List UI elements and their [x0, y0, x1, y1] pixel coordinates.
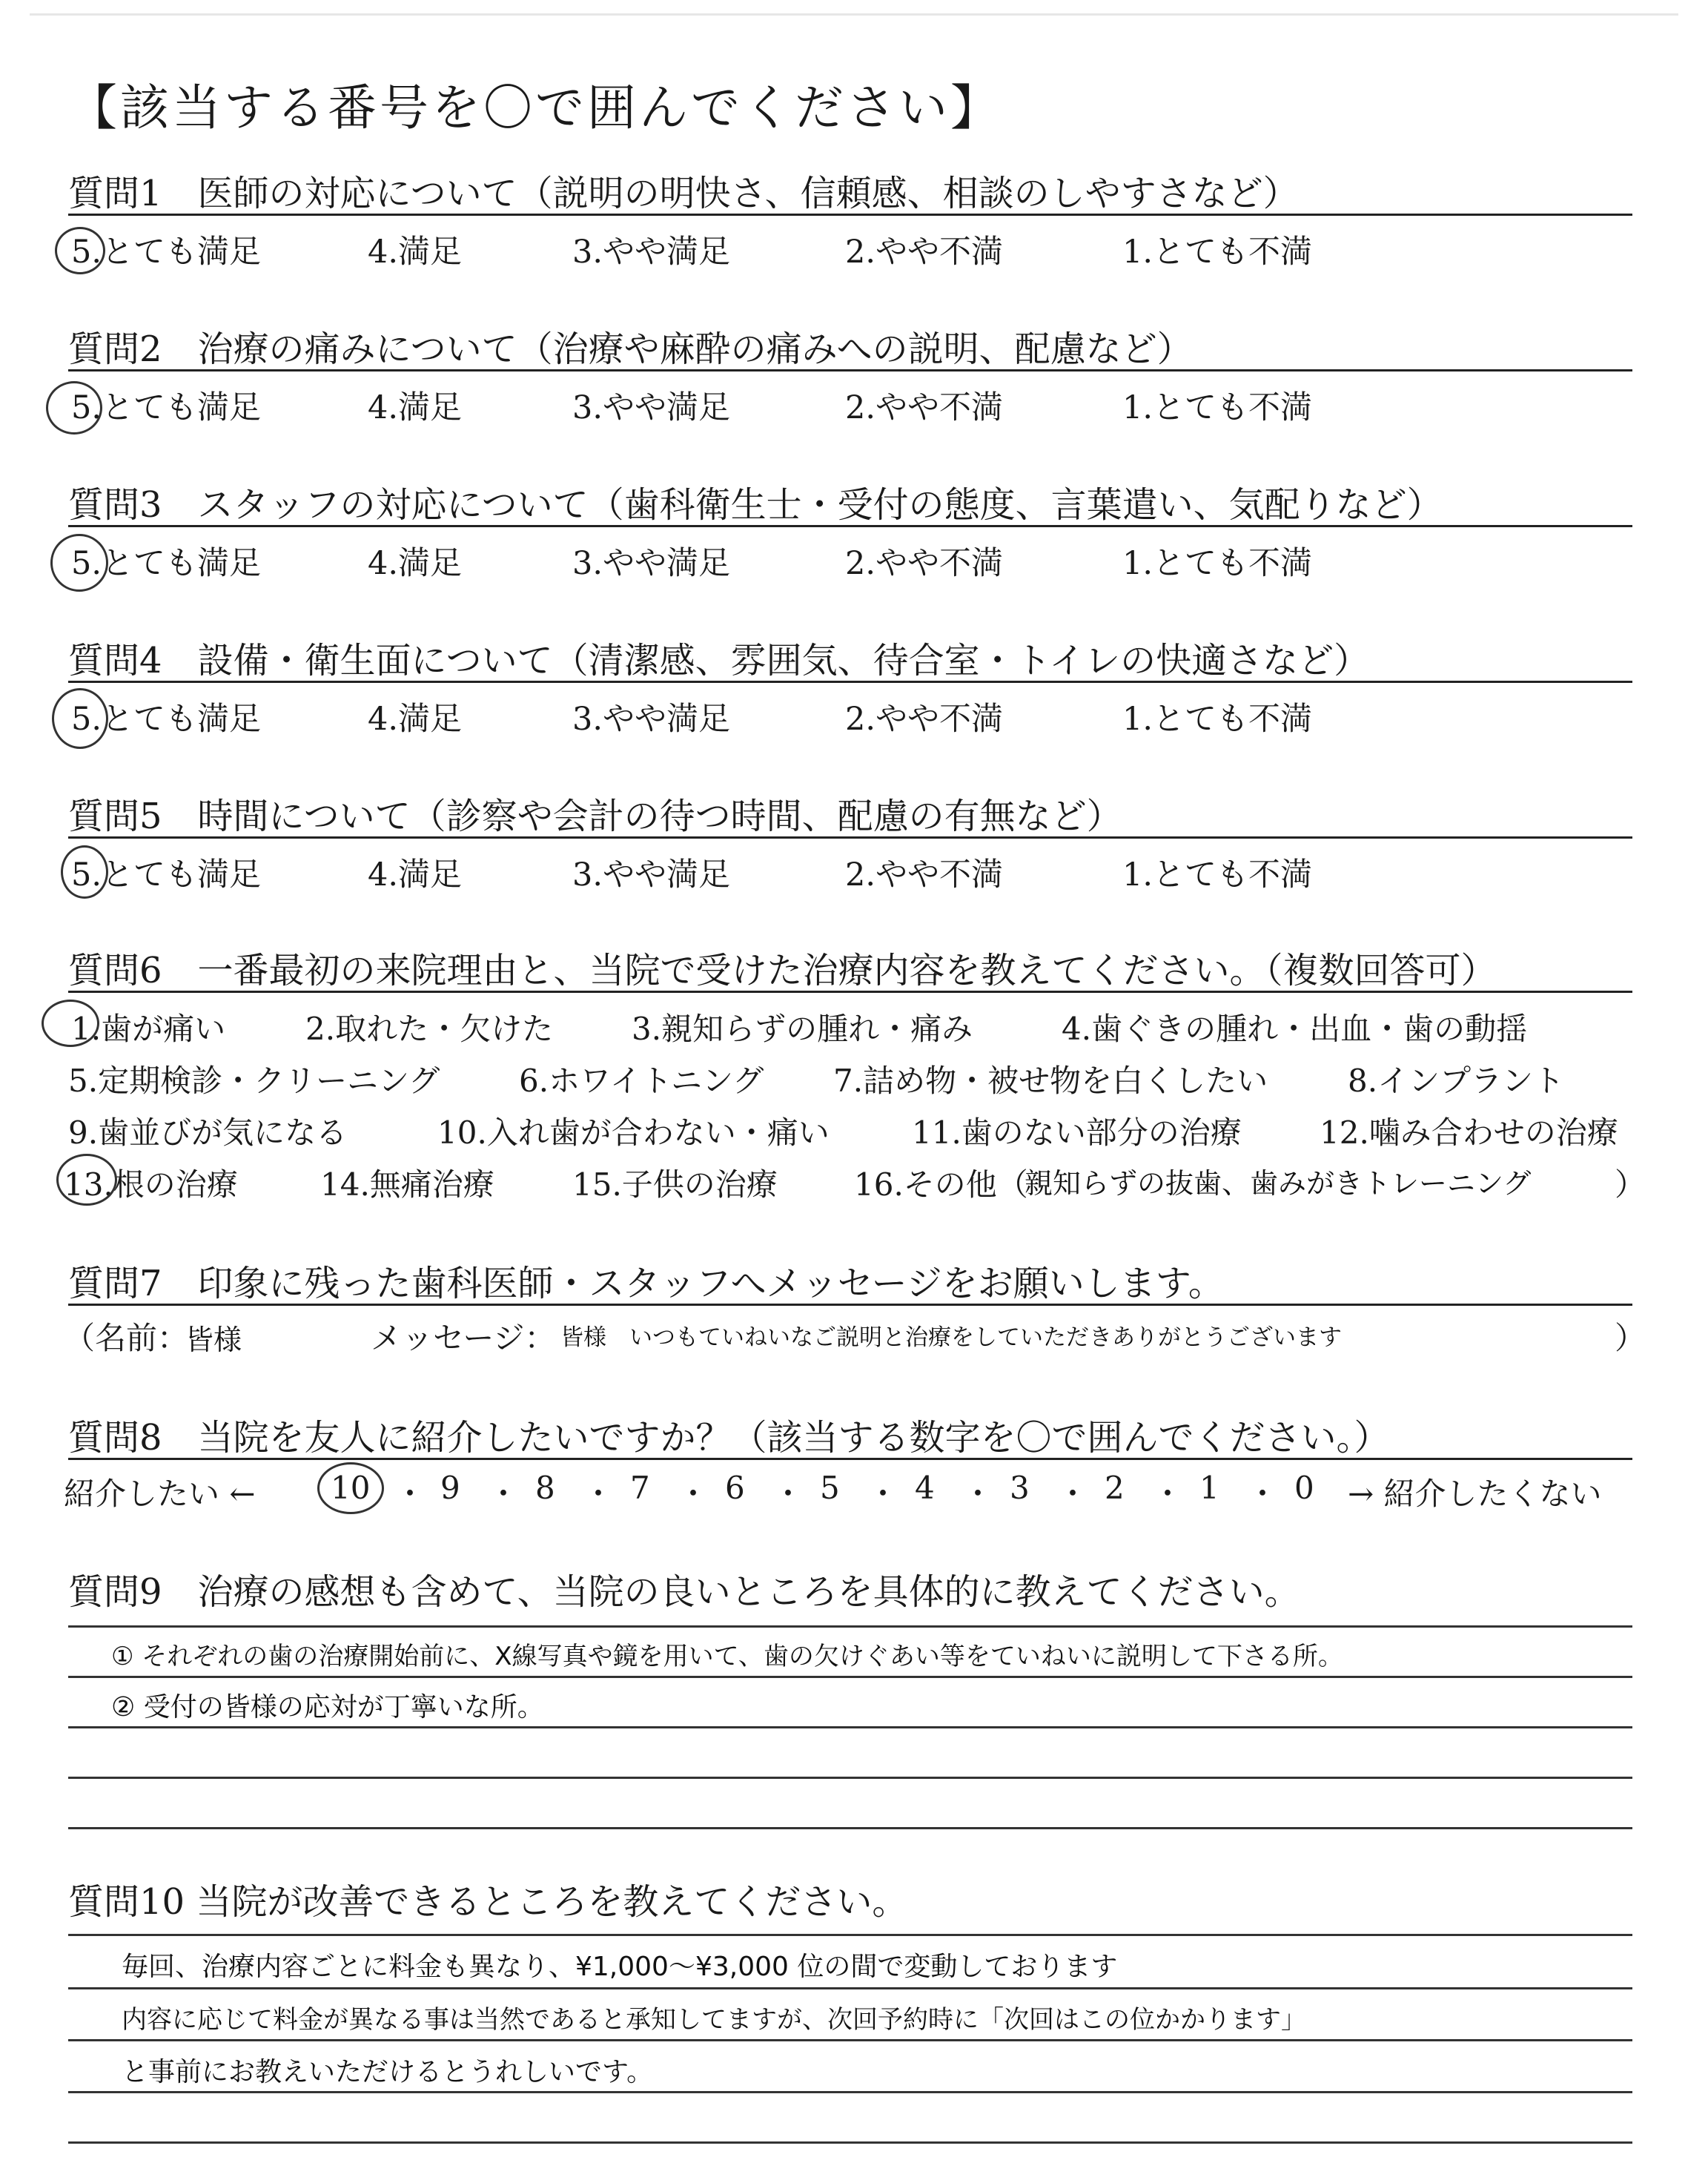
answer-line — [68, 2141, 1632, 2144]
top-border — [30, 13, 1678, 16]
q8-sep: ・ — [583, 1476, 615, 1512]
q6-option-7[interactable]: 7.詰め物・被せ物を白くしたい — [833, 1063, 1268, 1099]
q6-option-16[interactable]: 16.その他（ — [854, 1166, 1028, 1203]
option-4[interactable]: 4.満足 — [368, 545, 463, 582]
option-1[interactable]: 1.とても不満 — [1122, 545, 1313, 582]
question-8-rule — [68, 1458, 1632, 1460]
q8-sep: ・ — [678, 1476, 709, 1512]
selection-circle — [46, 381, 102, 435]
question-7-label: 質問7 印象に残った歯科医師・スタッフへメッセージをお願いします。 — [68, 1263, 1224, 1304]
q6-option-11[interactable]: 11.歯のない部分の治療 — [912, 1114, 1242, 1151]
option-2[interactable]: 2.やや不満 — [845, 234, 1004, 271]
option-2[interactable]: 2.やや不満 — [845, 545, 1004, 582]
q6-option-12[interactable]: 12.噛み合わせの治療 — [1320, 1114, 1618, 1151]
question-2-options — [68, 383, 1632, 427]
q6-option-14[interactable]: 14.無痛治療 — [320, 1166, 494, 1203]
option-5[interactable]: 5.とても満足 — [71, 234, 262, 271]
selection-circle — [42, 1000, 99, 1047]
q8-score-1[interactable]: 1 — [1199, 1470, 1219, 1506]
question-4-label: 質問4 設備・衛生面について（清潔感、雰囲気、待合室・トイレの快適さなど） — [68, 640, 1370, 681]
q6-option-10[interactable]: 10.入れ歯が合わない・痛い — [437, 1114, 830, 1151]
q6-other-close: ） — [1615, 1166, 1646, 1203]
q8-left-label: 紹介したい ← — [64, 1476, 256, 1512]
q10-answer-3[interactable]: と事前にお教えいただけるとうれしいです。 — [122, 2057, 654, 2087]
option-2[interactable]: 2.やや不満 — [845, 701, 1004, 738]
option-3[interactable]: 3.やや満足 — [572, 545, 731, 582]
q8-sep: ・ — [1152, 1476, 1184, 1512]
option-5[interactable]: 5.とても満足 — [71, 545, 262, 582]
q7-name-label: （名前： — [64, 1320, 189, 1356]
question-6-label: 質問6 一番最初の来院理由と、当院で受けた治療内容を教えてください。（複数回答可） — [68, 950, 1497, 991]
question-7-rule — [68, 1304, 1632, 1306]
answer-line — [68, 2039, 1632, 2041]
q6-option-3[interactable]: 3.親知らずの腫れ・痛み — [632, 1011, 973, 1047]
q8-sep: ・ — [488, 1476, 520, 1512]
question-2-label: 質問2 治療の痛みについて（治療や麻酔の痛みへの説明、配慮など） — [68, 328, 1193, 370]
q8-score-8[interactable]: 8 — [535, 1470, 555, 1506]
question-9-label: 質問9 治療の感想も含めて、当院の良いところを具体的に教えてください。 — [68, 1571, 1300, 1613]
option-2[interactable]: 2.やや不満 — [845, 389, 1004, 426]
selection-circle — [52, 688, 108, 749]
q8-score-6[interactable]: 6 — [725, 1470, 745, 1506]
q8-sep: ・ — [394, 1476, 426, 1512]
question-1-label: 質問1 医師の対応について（説明の明快さ、信頼感、相談のしやすさなど） — [68, 173, 1299, 214]
question-3-options — [68, 538, 1632, 583]
selection-circle — [56, 1154, 117, 1206]
q9-answer-1[interactable]: ① それぞれの歯の治療開始前に、X線写真や鏡を用いて、歯の欠けぐあい等をていねいに説明して下さる所。 — [111, 1642, 1343, 1671]
q8-sep: ・ — [1247, 1476, 1279, 1512]
q8-score-4[interactable]: 4 — [915, 1470, 935, 1506]
question-2-rule — [68, 369, 1632, 371]
q8-score-2[interactable]: 2 — [1105, 1470, 1125, 1506]
answer-line — [68, 1987, 1632, 1989]
question-4-options — [68, 694, 1632, 739]
selection-circle — [55, 227, 105, 274]
answer-line — [68, 1726, 1632, 1728]
q6-option-5[interactable]: 5.定期検診・クリーニング — [68, 1063, 440, 1099]
q6-option-2[interactable]: 2.取れた・欠けた — [305, 1011, 554, 1047]
question-5-label: 質問5 時間について（診察や会計の待つ時間、配慮の有無など） — [68, 796, 1122, 837]
question-1-options — [68, 227, 1632, 271]
q7-message-label: メッセージ： — [371, 1320, 556, 1356]
q6-option-6[interactable]: 6.ホワイトニング — [519, 1063, 764, 1099]
question-5-options — [68, 850, 1632, 894]
answer-line — [68, 1827, 1632, 1829]
option-1[interactable]: 1.とても不満 — [1122, 701, 1313, 738]
option-5[interactable]: 5.とても満足 — [71, 856, 262, 894]
q6-option-15[interactable]: 15.子供の治療 — [572, 1166, 778, 1203]
option-4[interactable]: 4.満足 — [368, 389, 463, 426]
option-4[interactable]: 4.満足 — [368, 856, 463, 894]
selection-circle — [50, 534, 108, 592]
q7-name-value[interactable]: 皆様 — [185, 1324, 242, 1356]
option-1[interactable]: 1.とても不満 — [1122, 856, 1313, 894]
q7-close: ） — [1615, 1320, 1646, 1356]
q7-message-value[interactable]: 皆様 いつもていねいなご説明と治療をしていただきありがとうございます — [560, 1324, 1342, 1351]
option-2[interactable]: 2.やや不満 — [845, 856, 1004, 894]
answer-line — [68, 1777, 1632, 1779]
answer-line — [68, 2091, 1632, 2093]
option-5[interactable]: 5.とても満足 — [71, 701, 262, 738]
answer-line — [68, 1625, 1632, 1628]
question-3-rule — [68, 525, 1632, 527]
q8-right-label: → 紹介したくない — [1348, 1476, 1602, 1512]
q8-score-10[interactable]: 10 — [331, 1470, 371, 1506]
q8-sep: ・ — [1057, 1476, 1089, 1512]
selection-circle — [61, 845, 108, 899]
q8-score-7[interactable]: 7 — [630, 1470, 650, 1506]
q8-sep: ・ — [962, 1476, 994, 1512]
option-1[interactable]: 1.とても不満 — [1122, 234, 1313, 271]
question-6-rule — [68, 991, 1632, 993]
answer-line — [68, 1676, 1632, 1678]
q10-answer-2[interactable]: 内容に応じて料金が異なる事は当然であると承知してますが、次回予約時に「次回はこの位かかります」 — [122, 2005, 1306, 2035]
option-5[interactable]: 5.とても満足 — [71, 389, 262, 426]
option-3[interactable]: 3.やや満足 — [572, 234, 731, 271]
option-3[interactable]: 3.やや満足 — [572, 856, 731, 894]
question-5-rule — [68, 836, 1632, 839]
q6-option-9[interactable]: 9.歯並びが気になる — [68, 1114, 348, 1151]
option-3[interactable]: 3.やや満足 — [572, 389, 731, 426]
selection-circle — [317, 1462, 384, 1514]
option-4[interactable]: 4.満足 — [368, 701, 463, 738]
q8-score-5[interactable]: 5 — [820, 1470, 840, 1506]
q9-answer-2[interactable]: ② 受付の皆様の応対が丁寧いな所。 — [111, 1692, 544, 1723]
q6-other-handwritten: 親知らずの抜歯、歯みがきトレーニング — [1025, 1167, 1532, 1200]
question-1-rule — [68, 214, 1632, 216]
question-4-rule — [68, 681, 1632, 683]
q6-option-8[interactable]: 8.インプラント — [1348, 1063, 1565, 1099]
q8-score-3[interactable]: 3 — [1010, 1470, 1030, 1506]
question-3-label: 質問3 スタッフの対応について（歯科衛生士・受付の態度、言葉遣い、気配りなど） — [68, 484, 1443, 526]
q6-option-1[interactable]: 1.歯が痛い — [71, 1011, 226, 1047]
page-title: 【該当する番号を〇で囲んでください】 — [68, 79, 1002, 136]
q8-sep: ・ — [772, 1476, 804, 1512]
option-1[interactable]: 1.とても不満 — [1122, 389, 1313, 426]
question-10-label: 質問10 当院が改善できるところを教えてください。 — [68, 1881, 908, 1923]
question-8-label: 質問8 当院を友人に紹介したいですか？（該当する数字を〇で囲んでください。） — [68, 1417, 1390, 1459]
q6-option-4[interactable]: 4.歯ぐきの腫れ・出血・歯の動揺 — [1062, 1011, 1528, 1047]
q8-score-9[interactable]: 9 — [440, 1470, 460, 1506]
q8-sep: ・ — [867, 1476, 899, 1512]
q10-answer-1[interactable]: 毎回、治療内容ごとに料金も異なり、¥1,000～¥3,000 位の間で変動しております — [122, 1952, 1118, 1982]
q8-score-0[interactable]: 0 — [1294, 1470, 1314, 1506]
option-4[interactable]: 4.満足 — [368, 234, 463, 271]
q6-option-13[interactable]: 13.根の治療 — [64, 1166, 238, 1203]
answer-line — [68, 1934, 1632, 1936]
option-3[interactable]: 3.やや満足 — [572, 701, 731, 738]
